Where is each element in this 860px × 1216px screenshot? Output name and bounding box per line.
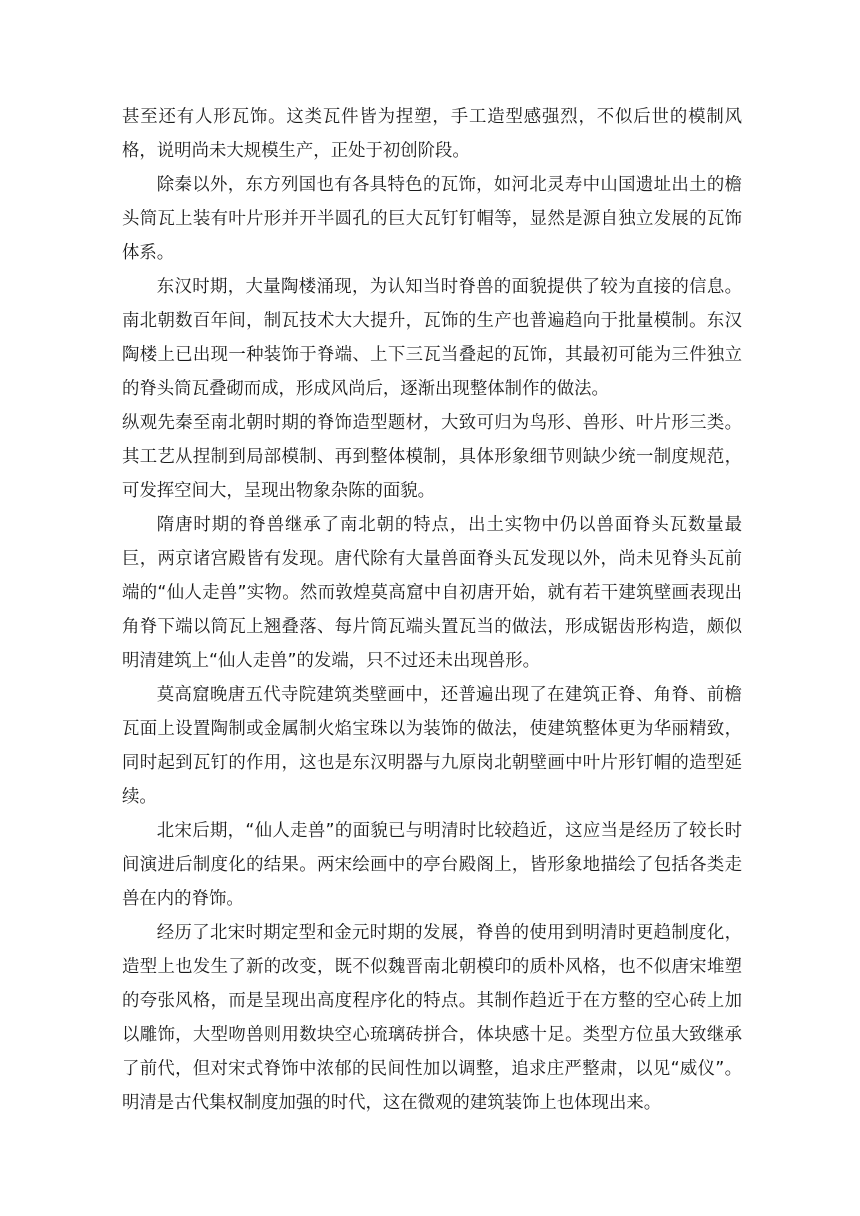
paragraph: 东汉时期，大量陶楼涌现，为认知当时脊兽的面貌提供了较为直接的信息。南北朝数百年间，制瓦技术大大提升，瓦饰的生产也普遍趋向于批量模制。东汉陶楼上已出现一种装饰于脊端、上下三瓦当叠起的瓦饰，其最初可能为三件独立的脊头筒瓦叠砌而成，形成风尚后，逐渐出现整体制作的做法。 <box>122 277 742 399</box>
paragraph: 莫高窟晚唐五代寺院建筑类壁画中，还普遍出现了在建筑正脊、角脊、前檐瓦面上设置陶制或金属制火焰宝珠以为装饰的做法，使建筑整体更为华丽精致，同时起到瓦钉的作用，这也是东汉明器与九原岗北朝壁画中叶片形钉帽的造型延续。 <box>122 685 742 807</box>
paragraph: 隋唐时期的脊兽继承了南北朝的特点，出土实物中仍以兽面脊头瓦数量最巨，两京诸宫殿皆有发现。唐代除有大量兽面脊头瓦发现以外，尚未见脊头瓦前端的“仙人走兽”实物。然而敦煌莫高窟中自初唐开始，就有若干建筑壁画表现出角脊下端以筒瓦上翘叠落、每片筒瓦端头置瓦当的做法，形成锯齿形构造，颇似明清建筑上“仙人走兽”的发端，只不过还未出现兽形。 <box>122 515 742 671</box>
paragraph: 纵观先秦至南北朝时期的脊饰造型题材，大致可归为鸟形、兽形、叶片形三类。其工艺从捏制到局部模制、再到整体模制，具体形象细节则缺少统一制度规范，可发挥空间大，呈现出物象杂陈的面貌。 <box>122 413 742 501</box>
paragraph: 除秦以外，东方列国也有各具特色的瓦饰，如河北灵寿中山国遗址出土的檐头筒瓦上装有叶片形并开半圆孔的巨大瓦钉钉帽等，显然是源自独立发展的瓦饰体系。 <box>122 175 742 263</box>
paragraph: 甚至还有人形瓦饰。这类瓦件皆为捏塑，手工造型感强烈，不似后世的模制风格，说明尚未大规模生产，正处于初创阶段。 <box>122 107 742 161</box>
paragraph: 经历了北宋时期定型和金元时期的发展，脊兽的使用到明清时更趋制度化，造型上也发生了新的改变，既不似魏晋南北朝模印的质朴风格，也不似唐宋堆塑的夸张风格，而是呈现出高度程序化的特点。其制作趋近于在方整的空心砖上加以雕饰，大型吻兽则用数块空心琉璃砖拼合，体块感十足。类型方位虽大致继承了前代，但对宋式脊饰中浓郁的民间性加以调整，追求庄严整肃，以见“威仪”。明清是古代集权制度加强的时代，这在微观的建筑装饰上也体现出来。 <box>122 923 742 1113</box>
body-text <box>122 100 742 1120</box>
paragraph: 北宋后期，“仙人走兽”的面貌已与明清时比较趋近，这应当是经历了较长时间演进后制度化的结果。两宋绘画中的亭台殿阁上，皆形象地描绘了包括各类走兽在内的脊饰。 <box>122 821 742 909</box>
